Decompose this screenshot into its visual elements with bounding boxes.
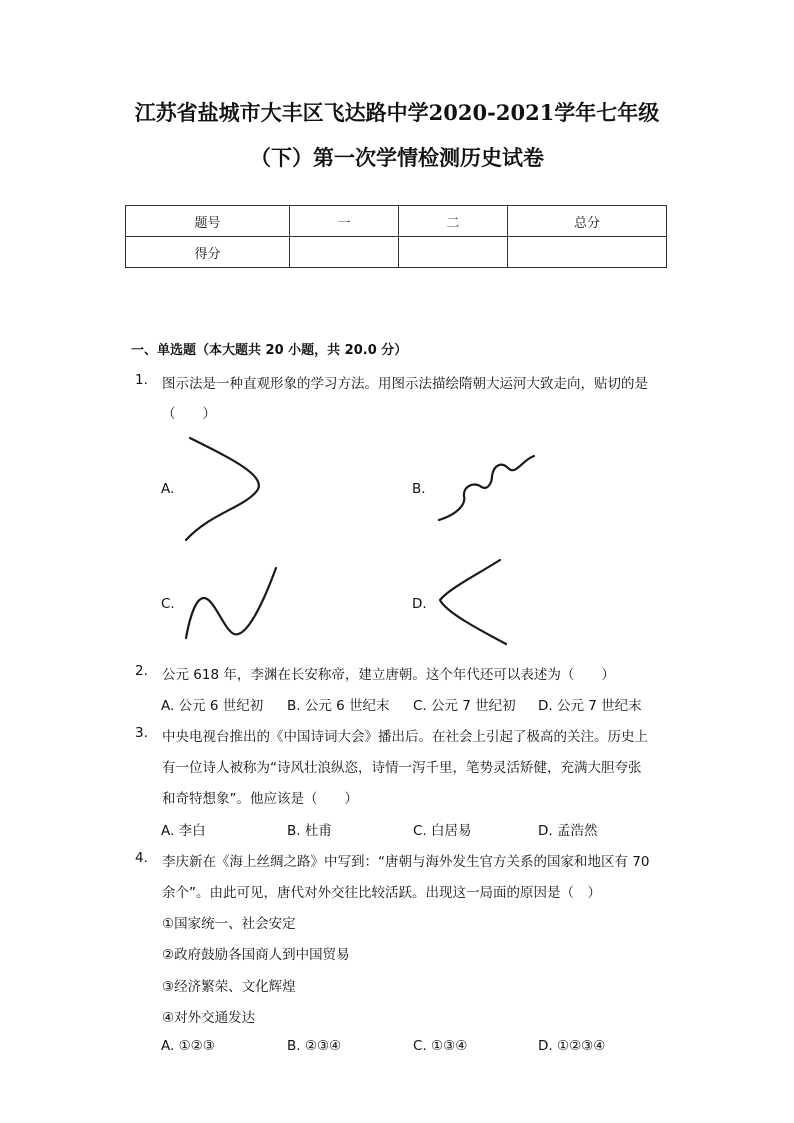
score-cell-total[interactable] xyxy=(508,237,667,268)
q1-text-line2: （ ） xyxy=(162,406,216,422)
q1-option-b-label[interactable]: B. xyxy=(412,481,426,497)
q2-option-c[interactable]: C. 公元 7 世纪初 xyxy=(413,698,516,714)
q1-number: 1. xyxy=(135,372,148,388)
score-table-score-row xyxy=(126,237,667,268)
exam-title-line1: 江苏省盐城市大丰区飞达路中学2020-2021学年七年级 xyxy=(134,100,660,125)
score-header-question-no: 题号 xyxy=(126,206,290,237)
q2-text-line1: 公元 618 年，李渊在长安称帝，建立唐朝。这个年代还可以表述为（ ） xyxy=(162,667,615,683)
q1-option-d-curve xyxy=(436,556,508,648)
q4-text-line1: 李庆新在《海上丝绸之路》中写到：“唐朝与海外发生官方关系的国家和地区有 70 xyxy=(162,854,650,870)
section-heading-single-choice: 一、单选题（本大题共 20 小题，共 20.0 分） xyxy=(131,343,408,358)
score-cell-part2[interactable] xyxy=(399,237,508,268)
q4-statement-3: ③经济繁荣、文化辉煌 xyxy=(162,979,296,995)
q4-option-b[interactable]: B. ②③④ xyxy=(287,1038,342,1054)
q4-option-d[interactable]: D. ①②③④ xyxy=(538,1038,606,1054)
q1-option-d-label[interactable]: D. xyxy=(412,596,427,612)
score-header-total: 总分 xyxy=(508,206,667,237)
q3-text-line1: 中央电视台推出的《中国诗词大会》播出后。在社会上引起了极高的关注。历史上 xyxy=(162,729,648,745)
q4-text-line2: 余个”。由此可见，唐代对外交往比较活跃。出现这一局面的原因是（ ） xyxy=(162,885,601,901)
q1-option-c-curve xyxy=(182,564,282,644)
q1-option-a-label[interactable]: A. xyxy=(161,481,175,497)
q3-option-b[interactable]: B. 杜甫 xyxy=(287,823,332,839)
q1-option-c-label[interactable]: C. xyxy=(161,596,175,612)
q4-option-c[interactable]: C. ①③④ xyxy=(413,1038,468,1054)
q4-option-a[interactable]: A. ①②③ xyxy=(161,1038,215,1054)
q3-text-line2: 有一位诗人被称为“诗风壮浪纵恣，诗情一泻千里，笔势灵活矫健，充满大胆夸张 xyxy=(162,760,642,776)
score-table xyxy=(125,205,667,268)
q3-option-c[interactable]: C. 白居易 xyxy=(413,823,472,839)
q1-option-a-curve xyxy=(180,432,270,547)
score-header-part2: 二 xyxy=(399,206,508,237)
score-table-header-row xyxy=(126,206,667,237)
q4-statement-1: ①国家统一、社会安定 xyxy=(162,916,296,932)
q1-text-line1: 图示法是一种直观形象的学习方法。用图示法描绘隋朝大运河大致走向，贴切的是 xyxy=(162,376,648,392)
q2-option-a[interactable]: A. 公元 6 世纪初 xyxy=(161,698,264,714)
exam-title-line2: （下）第一次学情检测历史试卷 xyxy=(250,145,544,170)
q3-option-a[interactable]: A. 李白 xyxy=(161,823,206,839)
q2-number: 2. xyxy=(135,663,148,679)
score-row-label: 得分 xyxy=(126,237,290,268)
q3-text-line3: 和奇特想象”。他应该是（ ） xyxy=(162,791,358,807)
q1-option-b-curve xyxy=(436,452,541,527)
q3-number: 3. xyxy=(135,725,148,741)
q4-statement-4: ④对外交通发达 xyxy=(162,1010,256,1026)
q2-option-d[interactable]: D. 公元 7 世纪末 xyxy=(538,698,642,714)
q4-statement-2: ②政府鼓励各国商人到中国贸易 xyxy=(162,947,350,963)
score-header-part1: 一 xyxy=(290,206,399,237)
score-cell-part1[interactable] xyxy=(290,237,399,268)
q3-option-d[interactable]: D. 孟浩然 xyxy=(538,823,598,839)
q4-number: 4. xyxy=(135,850,148,866)
q2-option-b[interactable]: B. 公元 6 世纪末 xyxy=(287,698,390,714)
